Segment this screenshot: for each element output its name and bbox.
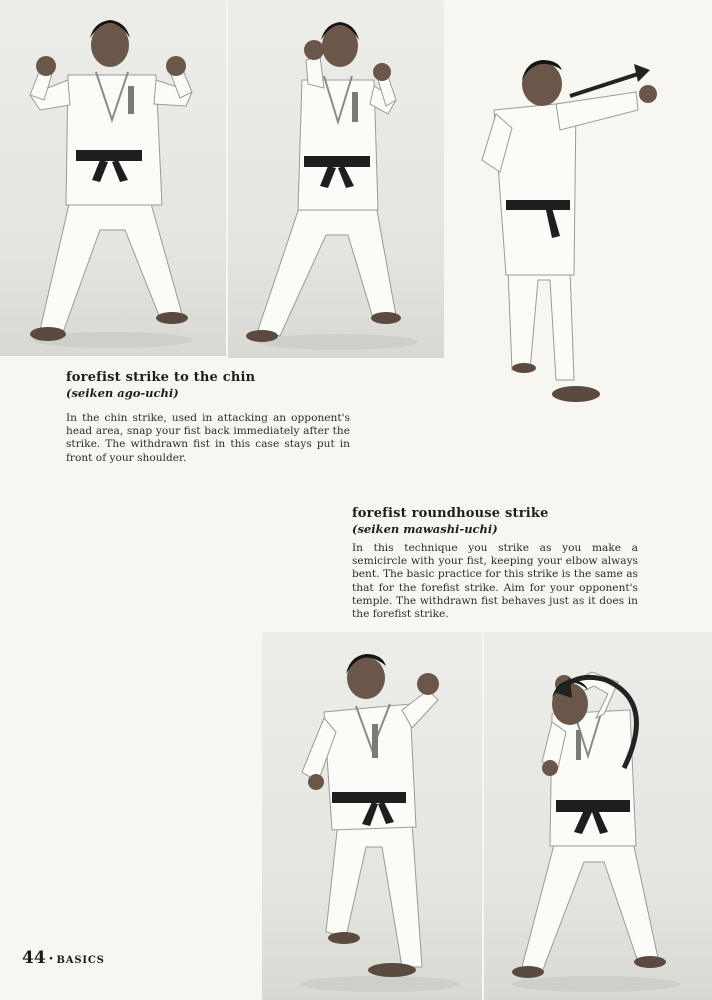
- photo-roundhouse-ready: [262, 632, 482, 1000]
- photo-chin-strike-profile: [446, 40, 666, 408]
- section2-subheading: (seiken mawashi-uchi): [352, 522, 498, 536]
- section2-body: In this technique you strike as you make a semicircle with your fist, keeping your elbow always bent. The basic practice for this strike is the same as that for the forefist strike. Aim for your opponent's temple. The withdrawn fist behaves just as it does in the forefist strike.: [352, 542, 638, 621]
- section1-heading: forefist strike to the chin: [66, 370, 256, 385]
- page-number: 44: [22, 948, 46, 968]
- photo-roundhouse-strike: [484, 632, 712, 1000]
- section2-heading: forefist roundhouse strike: [352, 506, 549, 521]
- section1-body: In the chin strike, used in attacking an opponent's head area, snap your fist back immediately after the strike. The withdrawn fist in this case stays put in front of your shoulder.: [66, 412, 350, 464]
- figure-chin-strike: [228, 0, 444, 358]
- page-footer: [22, 948, 105, 968]
- figure-ready-stance: [0, 0, 226, 356]
- photo-ready-stance: [0, 0, 226, 356]
- photo-chin-strike: [228, 0, 444, 358]
- figure-roundhouse-strike: [484, 632, 712, 1000]
- section1-subheading: (seiken ago-uchi): [66, 386, 179, 400]
- figure-chin-strike-profile: [446, 40, 666, 408]
- section-name: BASICS: [56, 955, 105, 966]
- figure-roundhouse-ready: [262, 632, 482, 1000]
- footer-separator: ·: [48, 951, 54, 967]
